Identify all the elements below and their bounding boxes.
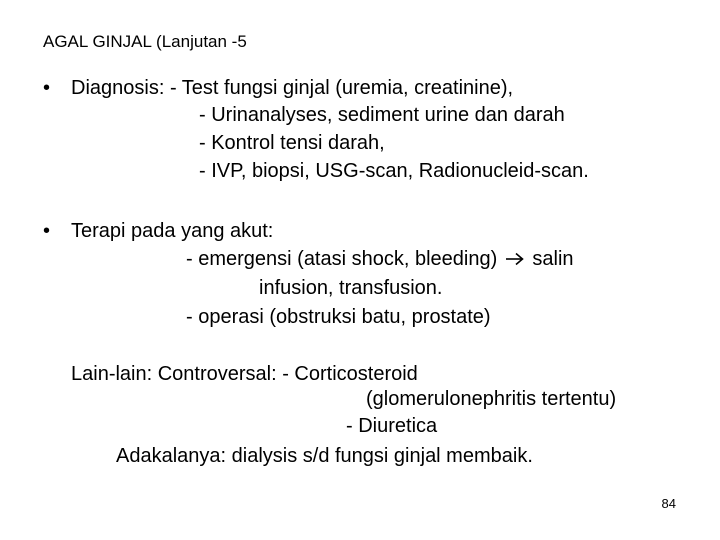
lain-lain-item-2: - Diuretica	[346, 415, 438, 437]
terapi-line-1	[186, 247, 574, 271]
bullet-terapi: •	[43, 220, 51, 242]
lain-lain-note: Adakalanya: dialysis s/d fungsi ginjal membaik.	[116, 445, 533, 467]
diagnosis-item-3: - Kontrol tensi darah,	[199, 132, 385, 154]
diagnosis-item-1: - Test fungsi ginjal (uremia, creatinine),	[164, 77, 514, 99]
terapi-item-1-continued: infusion, transfusion.	[259, 277, 443, 299]
right-arrow-icon	[505, 252, 525, 266]
lain-lain-item-1: - Corticosteroid	[276, 363, 418, 385]
diagnosis-line-1	[71, 76, 513, 100]
terapi-item-1-result: salin	[532, 248, 574, 270]
slide-title: AGAL GINJAL (Lanjutan -5	[43, 32, 247, 51]
lain-lain-line-1	[71, 362, 418, 386]
terapi-item-2: - operasi (obstruksi batu, prostate)	[186, 306, 491, 328]
bullet-diagnosis: •	[43, 77, 51, 99]
diagnosis-item-2: - Urinanalyses, sediment urine dan darah	[199, 104, 565, 126]
lain-lain-label: Lain-lain: Controversal:	[71, 363, 277, 385]
page-number: 84	[661, 496, 676, 511]
diagnosis-item-4: - IVP, biopsi, USG-scan, Radionucleid-scan.	[199, 160, 589, 182]
terapi-label: Terapi pada yang akut:	[71, 220, 274, 242]
terapi-item-1: - emergensi (atasi shock, bleeding)	[186, 248, 498, 270]
diagnosis-label: Diagnosis:	[71, 77, 165, 99]
lain-lain-item-1-continued: (glomerulonephritis tertentu)	[366, 388, 617, 410]
